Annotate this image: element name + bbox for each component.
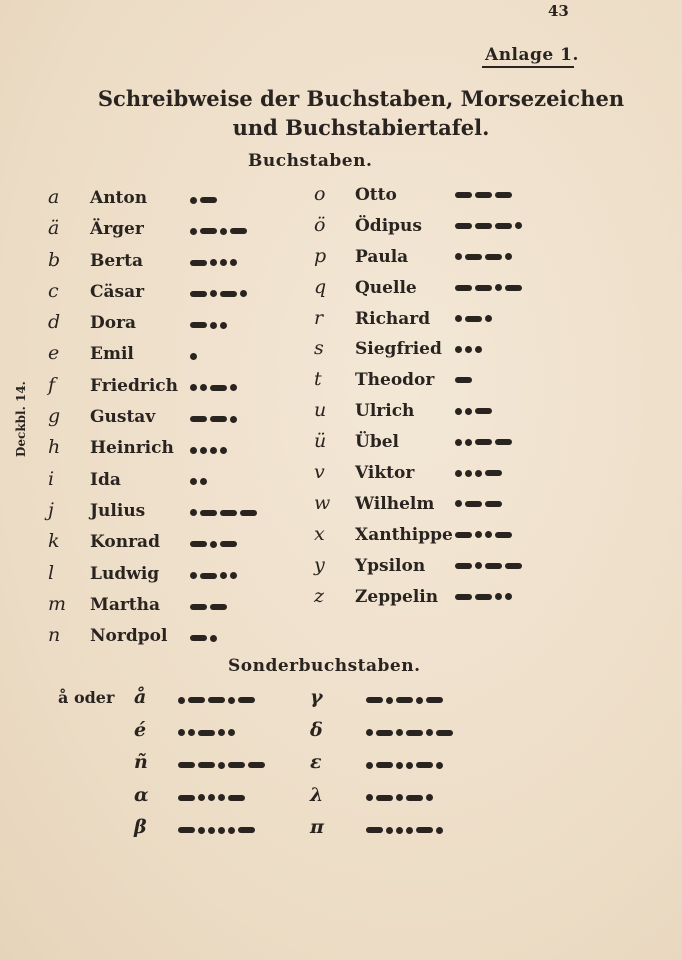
morse-dash (455, 377, 472, 383)
spelling-word: Quelle (355, 277, 417, 298)
morse-dash (190, 635, 207, 641)
morse-dot (426, 794, 433, 801)
morse-code (190, 509, 260, 517)
morse-dot (475, 346, 482, 353)
morse-code (178, 826, 258, 834)
morse-dot (190, 447, 197, 454)
morse-dot (495, 284, 502, 291)
morse-dash (190, 260, 207, 266)
morse-dot (396, 794, 403, 801)
page-title-line-1: Schreibweise der Buchstaben, Morsezeichen (97, 86, 625, 111)
morse-dash (190, 291, 207, 297)
morse-code (455, 345, 485, 353)
spelling-word: Heinrich (90, 438, 174, 459)
morse-dot (228, 729, 235, 736)
spelling-word: Siegfried (355, 339, 442, 360)
morse-dot (190, 384, 197, 391)
morse-dot (210, 447, 217, 454)
morse-code (190, 227, 250, 235)
morse-dot (436, 827, 443, 834)
alternative-note: å oder (58, 688, 115, 707)
morse-dash (406, 730, 423, 736)
spelling-word: Xanthippe (355, 524, 453, 545)
morse-dash (475, 439, 492, 445)
morse-code (190, 634, 220, 642)
spelling-word: Nordpol (90, 626, 168, 647)
morse-dot (220, 447, 227, 454)
morse-dash (248, 762, 265, 768)
morse-code (455, 531, 515, 539)
spelling-word: Ypsilon (355, 555, 426, 576)
letter-glyph: g (48, 405, 61, 428)
morse-dot (190, 353, 197, 360)
morse-dash (190, 541, 207, 547)
morse-dash (465, 254, 482, 260)
morse-code (455, 376, 475, 384)
morse-dash (475, 223, 492, 229)
morse-dot (396, 827, 403, 834)
morse-code (190, 321, 230, 329)
morse-dot (455, 408, 462, 415)
morse-dot (396, 762, 403, 769)
morse-dot (210, 322, 217, 329)
morse-dash (200, 573, 217, 579)
morse-dash (485, 470, 502, 476)
morse-code (178, 696, 258, 704)
morse-dash (485, 563, 502, 569)
letter-glyph: a (48, 186, 60, 208)
morse-code (455, 315, 495, 323)
spelling-word: Paula (355, 246, 409, 267)
spelling-word: Dora (90, 313, 137, 334)
special-letter-glyph: β (134, 816, 147, 838)
morse-code (455, 253, 515, 261)
morse-code (455, 562, 525, 570)
morse-dash (406, 795, 423, 801)
spelling-word: Richard (355, 308, 431, 329)
morse-dash (376, 730, 393, 736)
morse-code (366, 696, 446, 704)
morse-code (455, 284, 525, 292)
morse-dash (495, 223, 512, 229)
letter-glyph: y (314, 553, 325, 576)
appendix-underline (482, 66, 574, 68)
morse-dot (406, 762, 413, 769)
morse-dot (475, 531, 482, 538)
morse-dash (376, 795, 393, 801)
morse-code (190, 540, 240, 548)
letter-glyph: z (314, 584, 325, 607)
morse-dash (198, 730, 215, 736)
morse-code (190, 572, 240, 580)
letter-glyph: ü (314, 430, 327, 453)
morse-dash (210, 604, 227, 610)
morse-dot (366, 794, 373, 801)
morse-dot (465, 439, 472, 446)
morse-dash (178, 827, 195, 833)
morse-dot (386, 697, 393, 704)
morse-dash (475, 594, 492, 600)
spelling-word: Konrad (90, 532, 160, 553)
morse-dash (495, 532, 512, 538)
morse-code (455, 469, 505, 477)
morse-dot (178, 729, 185, 736)
spelling-word: Ida (90, 469, 121, 490)
morse-dash (475, 285, 492, 291)
morse-dot (190, 478, 197, 485)
morse-dot (465, 470, 472, 477)
spelling-word: Otto (355, 185, 397, 205)
morse-dash (455, 223, 472, 229)
morse-code (190, 478, 210, 486)
morse-code (178, 729, 238, 737)
morse-code (366, 761, 446, 769)
morse-dash (200, 228, 217, 234)
morse-dot (426, 729, 433, 736)
letter-glyph: l (48, 561, 55, 584)
morse-dash (455, 563, 472, 569)
morse-dot (228, 697, 235, 704)
morse-dot (220, 572, 227, 579)
side-margin-note: Deckbl. 14. (14, 381, 28, 457)
section-title-letters: Buchstaben. (248, 151, 373, 171)
morse-dot (210, 290, 217, 297)
morse-dot (465, 408, 472, 415)
morse-dot (220, 322, 227, 329)
morse-dot (485, 531, 492, 538)
letter-glyph: s (314, 337, 324, 360)
morse-code (366, 826, 446, 834)
morse-dot (455, 253, 462, 260)
morse-code (455, 438, 515, 446)
morse-dot (190, 572, 197, 579)
morse-dash (178, 762, 195, 768)
morse-dot (455, 500, 462, 507)
special-letter-glyph: π (310, 816, 324, 838)
morse-dot (475, 470, 482, 477)
letter-glyph: c (48, 279, 59, 302)
letter-glyph: k (48, 530, 60, 553)
morse-dash (228, 795, 245, 801)
morse-dot (366, 762, 373, 769)
letter-glyph: o (314, 183, 326, 205)
morse-code (455, 222, 525, 230)
morse-dot (230, 384, 237, 391)
morse-dash (505, 285, 522, 291)
morse-dot (220, 259, 227, 266)
special-letter-glyph: λ (310, 783, 324, 806)
morse-code (455, 500, 505, 508)
appendix-label: Anlage 1. (485, 45, 579, 65)
morse-dot (200, 478, 207, 485)
morse-code (455, 593, 515, 601)
morse-dot (198, 794, 205, 801)
spelling-word: Berta (90, 250, 144, 271)
morse-dash (220, 541, 237, 547)
letter-glyph: b (48, 248, 61, 271)
morse-dot (178, 697, 185, 704)
morse-dash (416, 827, 433, 833)
spelling-word: Martha (90, 594, 161, 615)
morse-dot (190, 509, 197, 516)
morse-code (190, 259, 240, 267)
spelling-word: Zeppelin (355, 586, 439, 607)
morse-dash (416, 762, 433, 768)
morse-dot (240, 290, 247, 297)
letter-glyph: d (48, 311, 61, 334)
letter-glyph: j (48, 498, 54, 521)
spelling-word: Theodor (355, 370, 435, 391)
morse-dash (505, 563, 522, 569)
morse-dash (366, 697, 383, 703)
morse-code (190, 415, 240, 423)
letter-glyph: p (314, 244, 327, 267)
morse-dash (475, 408, 492, 414)
morse-dot (190, 197, 197, 204)
morse-code (178, 794, 248, 802)
morse-dot (218, 827, 225, 834)
special-letter-glyph: α (134, 783, 149, 806)
morse-code (190, 352, 200, 360)
morse-dash (238, 827, 255, 833)
morse-dot (218, 762, 225, 769)
morse-dash (220, 291, 237, 297)
morse-dash (495, 192, 512, 198)
morse-dash (210, 385, 227, 391)
letter-glyph: i (48, 467, 55, 490)
morse-dash (396, 697, 413, 703)
morse-dash (455, 594, 472, 600)
morse-dot (505, 593, 512, 600)
spelling-word: Anton (90, 188, 148, 208)
morse-code (366, 729, 456, 737)
morse-dash (200, 197, 217, 203)
morse-dash (208, 697, 225, 703)
morse-dot (406, 827, 413, 834)
letter-glyph: u (314, 399, 327, 422)
special-letter-glyph: γ (310, 686, 323, 708)
letter-glyph: f (48, 373, 56, 396)
spelling-word: Ärger (90, 219, 144, 240)
morse-code (178, 761, 268, 769)
morse-dot (396, 729, 403, 736)
morse-dash (178, 795, 195, 801)
morse-dot (210, 259, 217, 266)
morse-dot (230, 572, 237, 579)
morse-dot (198, 827, 205, 834)
morse-dash (485, 501, 502, 507)
page-number: 43 (548, 2, 569, 20)
letter-glyph: x (314, 522, 325, 545)
morse-dash (455, 532, 472, 538)
morse-dot (475, 562, 482, 569)
morse-dot (515, 222, 522, 229)
spelling-word: Friedrich (90, 375, 179, 396)
page-title-line-2: und Buchstabiertafel. (232, 115, 490, 140)
special-letter-glyph: é (134, 718, 147, 741)
morse-dot (465, 346, 472, 353)
morse-dot (485, 315, 492, 322)
morse-code (190, 196, 220, 204)
morse-dot (230, 416, 237, 423)
spelling-word: Ludwig (90, 563, 160, 584)
letter-glyph: ö (314, 213, 326, 236)
morse-dot (208, 794, 215, 801)
morse-dot (218, 729, 225, 736)
morse-dot (200, 384, 207, 391)
spelling-word: Übel (355, 432, 399, 453)
morse-dot (455, 439, 462, 446)
morse-dot (188, 729, 195, 736)
letter-glyph: q (314, 275, 327, 298)
morse-dot (495, 593, 502, 600)
morse-dash (455, 285, 472, 291)
morse-dash (228, 762, 245, 768)
morse-code (190, 603, 230, 611)
morse-dot (210, 541, 217, 548)
letter-glyph: h (48, 436, 61, 459)
morse-dash (220, 510, 237, 516)
special-letter-glyph: ε (310, 751, 322, 773)
morse-code (190, 384, 240, 392)
letter-glyph: w (314, 491, 331, 514)
morse-dot (200, 447, 207, 454)
spelling-word: Cäsar (90, 281, 145, 302)
morse-dash (210, 416, 227, 422)
special-letter-glyph: δ (310, 718, 323, 741)
special-letter-glyph: å (134, 686, 147, 708)
morse-dot (210, 635, 217, 642)
morse-code (366, 794, 436, 802)
morse-dot (230, 259, 237, 266)
letter-glyph: m (48, 592, 67, 615)
spelling-word: Wilhelm (355, 493, 435, 514)
morse-dot (505, 253, 512, 260)
letter-glyph: e (48, 342, 60, 365)
morse-dot (190, 228, 197, 235)
morse-dash (190, 416, 207, 422)
morse-dot (416, 697, 423, 704)
morse-dash (485, 254, 502, 260)
morse-code (455, 191, 515, 199)
morse-dash (188, 697, 205, 703)
morse-code (190, 446, 230, 454)
spelling-word: Viktor (355, 463, 415, 484)
morse-dot (366, 729, 373, 736)
spelling-word: Ulrich (355, 401, 415, 422)
section-title-special: Sonderbuchstaben. (228, 656, 421, 676)
morse-dot (208, 827, 215, 834)
letter-glyph: ä (48, 217, 60, 240)
special-letter-glyph: ñ (134, 751, 148, 773)
spelling-word: Emil (90, 344, 134, 365)
spelling-word: Julius (90, 500, 146, 521)
morse-dash (475, 192, 492, 198)
morse-dot (455, 315, 462, 322)
morse-dash (495, 439, 512, 445)
morse-dash (465, 501, 482, 507)
morse-dash (190, 322, 207, 328)
letter-glyph: n (48, 624, 61, 647)
morse-dash (426, 697, 443, 703)
morse-dot (218, 794, 225, 801)
spelling-word: Gustav (90, 407, 156, 428)
morse-dot (386, 827, 393, 834)
morse-code (190, 290, 250, 298)
morse-dash (455, 192, 472, 198)
morse-dot (436, 762, 443, 769)
morse-dash (230, 228, 247, 234)
morse-dash (436, 730, 453, 736)
spelling-word: Ödipus (355, 215, 422, 236)
morse-dash (376, 762, 393, 768)
morse-dash (198, 762, 215, 768)
letter-glyph: v (314, 461, 325, 484)
letter-glyph: t (314, 368, 322, 391)
letter-glyph: r (314, 306, 324, 329)
morse-dash (465, 316, 482, 322)
morse-dot (220, 228, 227, 235)
morse-code (455, 407, 495, 415)
morse-dash (200, 510, 217, 516)
morse-dash (190, 604, 207, 610)
morse-dot (455, 346, 462, 353)
morse-dash (238, 697, 255, 703)
morse-dot (455, 470, 462, 477)
morse-dash (240, 510, 257, 516)
morse-dash (366, 827, 383, 833)
morse-dot (228, 827, 235, 834)
